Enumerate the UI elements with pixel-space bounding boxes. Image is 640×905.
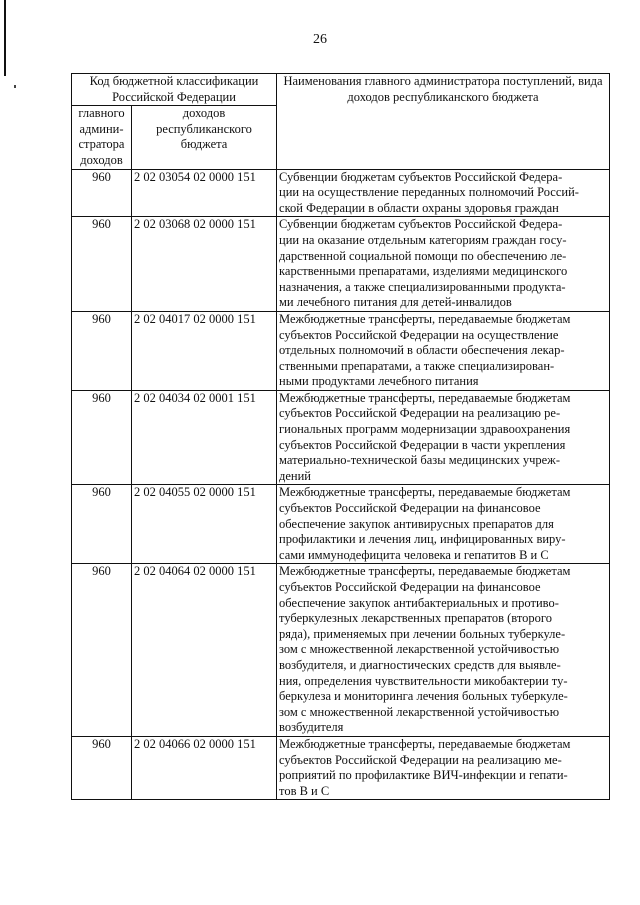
revenue-name-cell: Межбюджетные трансферты, передаваемые бюджетам субъектов Российской Федерации на осуществление отдельных полномочий в области обеспечения лекар- ственными препаратами, а также специализирован- ными продуктами лечебного питания [277, 311, 610, 390]
table-row [72, 390, 610, 485]
table-row [72, 311, 610, 390]
budget-classification-table [71, 73, 610, 800]
revenue-code-cell: 2 02 04055 02 0000 151 [132, 485, 277, 564]
table-row [72, 169, 610, 217]
revenue-code-cell: 2 02 03068 02 0000 151 [132, 217, 277, 312]
header-revenue-code: доходов республиканского бюджета [132, 106, 277, 169]
revenue-code-cell: 2 02 04017 02 0000 151 [132, 311, 277, 390]
admin-code-cell: 960 [72, 485, 132, 564]
admin-code-cell: 960 [72, 564, 132, 737]
admin-code-cell: 960 [72, 736, 132, 799]
table-row [72, 217, 610, 312]
revenue-name-cell: Межбюджетные трансферты, передаваемые бюджетам субъектов Российской Федерации на реализацию ме- роприятий по профилактике ВИЧ-инфекции и гепати- тов В и С [277, 736, 610, 799]
revenue-name-cell: Межбюджетные трансферты, передаваемые бюджетам субъектов Российской Федерации на финансовое обеспечение закупок антивирусных препаратов для профилактики и лечения лиц, инфицированных виру- сами иммунодефицита человека и гепатитов В и С [277, 485, 610, 564]
admin-code-cell: 960 [72, 390, 132, 485]
table-row [72, 736, 610, 799]
admin-code-cell: 960 [72, 311, 132, 390]
table-row [72, 564, 610, 737]
header-admin: главного админи-стратора доходов [72, 106, 132, 169]
admin-code-cell: 960 [72, 169, 132, 217]
header-row-group [72, 74, 610, 106]
admin-code-cell: 960 [72, 217, 132, 312]
revenue-code-cell: 2 02 03054 02 0000 151 [132, 169, 277, 217]
revenue-name-cell: Межбюджетные трансферты, передаваемые бюджетам субъектов Российской Федерации на реализацию ре- гиональных программ модернизации здравоохранения субъектов Российской Федерации в части укрепления материально-технической базы медицинских учреж- дений [277, 390, 610, 485]
revenue-code-cell: 2 02 04034 02 0001 151 [132, 390, 277, 485]
revenue-code-cell: 2 02 04066 02 0000 151 [132, 736, 277, 799]
revenue-name-cell: Субвенции бюджетам субъектов Российской Федера- ции на оказание отдельным категориям граждан госу- дарственной социальной помощи по обеспечению ле- карственными препаратами, изделиями медицинского назначения, а также специализированными продукта- ми лечебного питания для детей-инвалидов [277, 217, 610, 312]
table-row [72, 485, 610, 564]
revenue-code-cell: 2 02 04064 02 0000 151 [132, 564, 277, 737]
revenue-name-cell: Межбюджетные трансферты, передаваемые бюджетам субъектов Российской Федерации на финансовое обеспечение закупок антибактериальных и противо- туберкулезных лекарственных препаратов (второго ряда), применяемых при лечении больных туберкуле- зом с множественной лекарственной устойчивостью возбудителя, и диагностических средств для выявле- ния, определения чувствительности микобактерии ту- беркулеза и мониторинга лечения больных туберкуле- зом с множественной лекарственной устойчивостью возбудителя [277, 564, 610, 737]
page-number: 26 [313, 32, 327, 47]
header-budget-code-group: Код бюджетной классификации Российской Федерации [72, 74, 277, 106]
scan-speck [14, 85, 16, 88]
header-name: Наименования главного администратора поступлений, вида доходов республиканского бюджета [277, 74, 610, 170]
revenue-name-cell: Субвенции бюджетам субъектов Российской Федера- ции на осуществление переданных полномочий Россий- ской Федерации в области охраны здоровья граждан [277, 169, 610, 217]
